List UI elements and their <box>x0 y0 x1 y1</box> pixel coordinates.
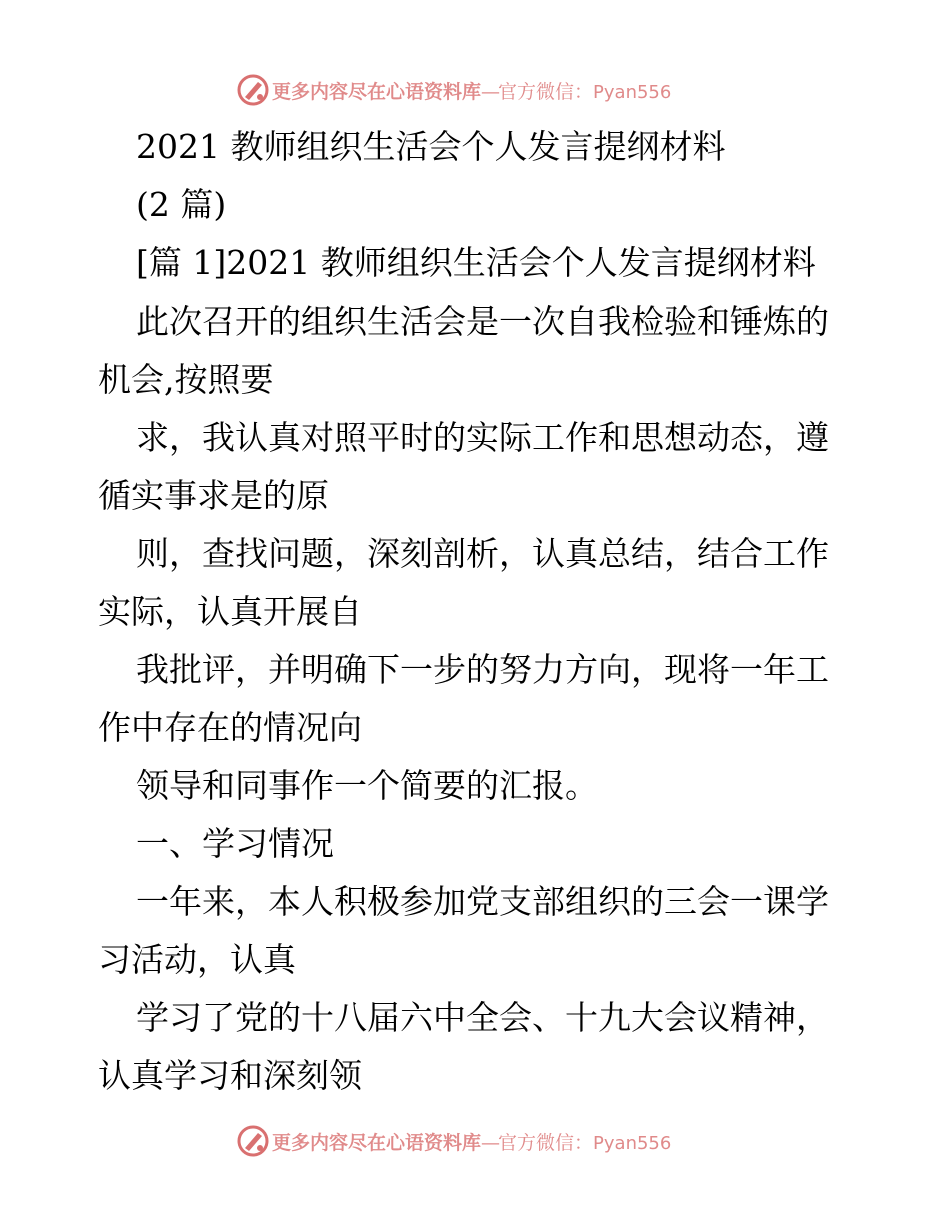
body-line: 认真学习和深刻领 <box>98 1056 362 1095</box>
watermark-brand: 更多内容尽在心语资料库 <box>272 1131 482 1154</box>
document-title-line-1: 2021 教师组织生活会个人发言提纲材料 <box>136 127 726 166</box>
body-line: 此次召开的组织生活会是一次自我检验和锤炼的 <box>136 302 829 341</box>
seal-logo-icon <box>236 73 270 107</box>
body-line: 则，查找问题，深刻剖析，认真总结，结合工作 <box>136 534 829 573</box>
watermark-wechat-label: 官方微信： <box>498 80 594 103</box>
watermark-separator: — <box>481 1131 499 1154</box>
header-watermark <box>236 73 671 107</box>
body-line: 求，我认真对照平时的实际工作和思想动态，遵 <box>136 418 829 457</box>
watermark-separator: — <box>481 80 499 103</box>
body-line: 机会,按照要 <box>98 360 274 399</box>
seal-logo-icon <box>236 1124 270 1158</box>
body-line: 实际，认真开展自 <box>98 592 362 631</box>
body-line: 习活动，认真 <box>98 940 296 979</box>
body-line: 领导和同事作一个简要的汇报。 <box>136 766 598 805</box>
body-line: 作中存在的情况向 <box>98 708 362 747</box>
body-line: 一年来，本人积极参加党支部组织的三会一课学 <box>136 882 829 921</box>
watermark-wechat-label: 官方微信： <box>498 1131 594 1154</box>
section-heading: [篇 1]2021 教师组织生活会个人发言提纲材料 <box>136 243 816 282</box>
body-line: 循实事求是的原 <box>98 476 329 515</box>
body-line: 学习了党的十八届六中全会、十九大会议精神， <box>136 998 829 1037</box>
footer-watermark <box>236 1124 671 1158</box>
watermark-wechat-id: Pyan556 <box>593 1132 672 1154</box>
subheading-study: 一、学习情况 <box>136 824 334 863</box>
watermark-wechat-id: Pyan556 <box>593 81 672 103</box>
document-title-line-2: (2 篇) <box>136 185 227 224</box>
watermark-brand: 更多内容尽在心语资料库 <box>272 80 482 103</box>
body-line: 我批评，并明确下一步的努力方向，现将一年工 <box>136 650 829 689</box>
